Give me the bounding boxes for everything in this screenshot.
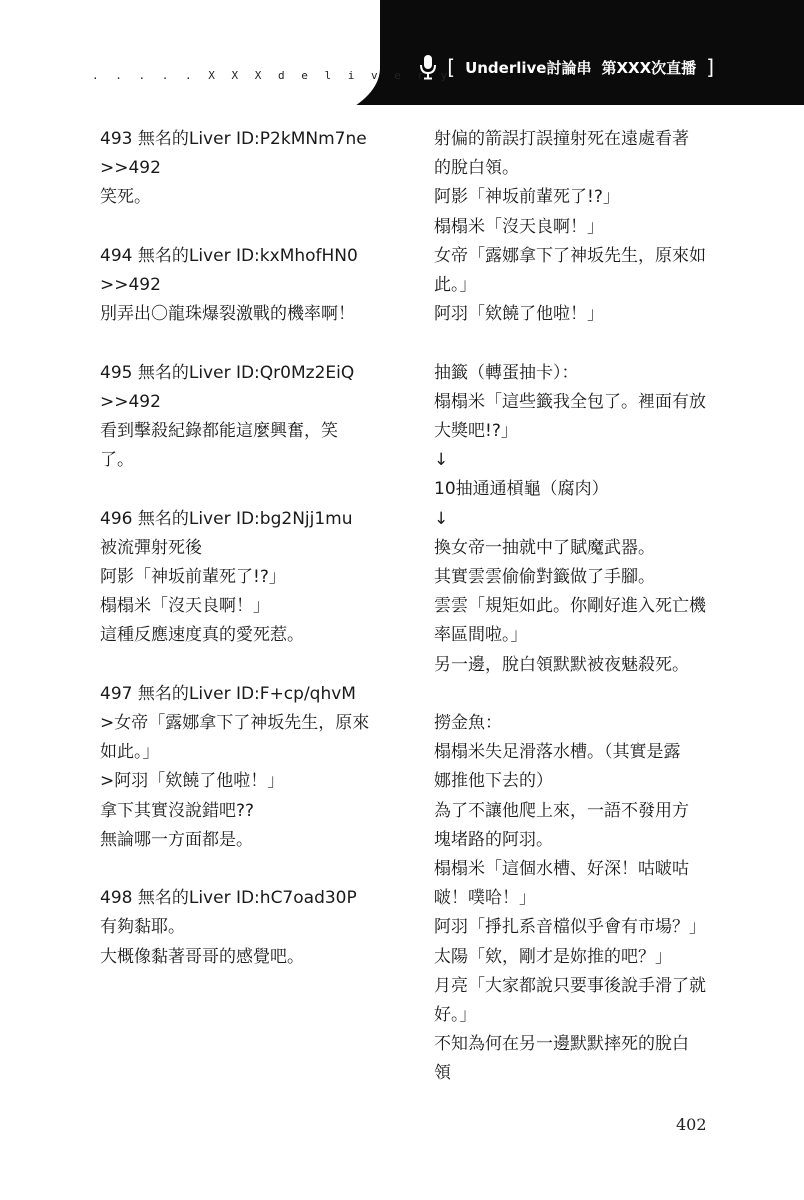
text-line: 其實雲雲偷偷對籤做了手腳。 bbox=[434, 567, 655, 588]
text-line: 無論哪一方面都是。 bbox=[100, 829, 253, 850]
text-line: >>492 bbox=[100, 158, 161, 179]
text-line: 這種反應速度真的愛死惹。 bbox=[100, 625, 304, 646]
text-line: >阿羽「欸饒了他啦！」 bbox=[100, 771, 285, 792]
forum-post bbox=[100, 680, 390, 855]
text-line: 領 bbox=[434, 1063, 451, 1084]
text-line: 的脫白領。 bbox=[434, 158, 519, 179]
left-column bbox=[100, 125, 390, 1001]
text-line: 不知為何在另一邊默默摔死的脫白 bbox=[434, 1034, 689, 1055]
paragraph bbox=[434, 709, 724, 1089]
text-line: 此。」 bbox=[434, 275, 477, 296]
text-line: 塊堵路的阿羽。 bbox=[434, 829, 553, 850]
text-line: 498 無名的Liver ID:hC7oad30P bbox=[100, 888, 357, 909]
text-line: 換女帝一抽就中了賦魔武器。 bbox=[434, 537, 655, 558]
paragraph bbox=[434, 359, 724, 680]
text-line: 阿影「神坂前輩死了!?」 bbox=[434, 187, 620, 208]
text-line: ↓ bbox=[434, 450, 449, 471]
text-line: 拿下其實沒說錯吧?? bbox=[100, 800, 255, 821]
text-line: 率區間啦。」 bbox=[434, 625, 528, 646]
forum-post bbox=[100, 242, 390, 330]
text-line: 榻榻米「沒天良啊！」 bbox=[434, 216, 604, 237]
header-title bbox=[419, 52, 714, 82]
text-line: 榻榻米「沒天良啊！」 bbox=[100, 596, 270, 617]
text-line: 10抽通通槓龜（腐肉） bbox=[434, 479, 609, 500]
text-line: 啵！噗哈！」 bbox=[434, 888, 536, 909]
text-line: 另一邊，脫白領默默被夜魅殺死。 bbox=[434, 654, 689, 675]
text-line: 大獎吧!?」 bbox=[434, 421, 518, 442]
text-line: 大概像黏著哥哥的感覺吧。 bbox=[100, 946, 304, 967]
text-line: 有夠黏耶。 bbox=[100, 917, 185, 938]
text-line: 為了不讓他爬上來，一語不發用方 bbox=[434, 800, 689, 821]
text-line: 雲雲「規矩如此。你剛好進入死亡機 bbox=[434, 596, 706, 617]
text-line: 阿羽「欸饒了他啦！」 bbox=[434, 304, 604, 325]
text-line: 榻榻米「這個水槽、好深！咕啵咕 bbox=[434, 859, 689, 880]
text-line: 496 無名的Liver ID:bg2Njj1mu bbox=[100, 508, 353, 529]
text-line: 女帝「露娜拿下了神坂先生，原來如 bbox=[434, 245, 706, 266]
text-line: 好。」 bbox=[434, 1005, 477, 1026]
text-line: 別弄出〇龍珠爆裂激戰的機率啊！ bbox=[100, 304, 355, 325]
text-line: 娜推他下去的） bbox=[434, 771, 553, 792]
text-line: 497 無名的Liver ID:F+cp/qhvM bbox=[100, 683, 356, 704]
page-number: 402 bbox=[676, 1115, 707, 1134]
right-column bbox=[434, 125, 724, 1118]
episode-title: 第XXX次直播 bbox=[601, 58, 697, 77]
forum-post bbox=[100, 505, 390, 651]
text-line: 了。 bbox=[100, 450, 134, 471]
forum-post bbox=[100, 884, 390, 972]
text-line: 抽籤（轉蛋抽卡）： bbox=[434, 362, 579, 383]
text-line: 笑死。 bbox=[100, 187, 151, 208]
text-line: ↓ bbox=[434, 508, 449, 529]
text-line: 495 無名的Liver ID:Qr0Mz2EiQ bbox=[100, 362, 355, 383]
text-line: >>492 bbox=[100, 275, 161, 295]
text-line: 月亮「大家都說只要事後說手滑了就 bbox=[434, 975, 706, 996]
text-line: >>492 bbox=[100, 391, 161, 412]
forum-post bbox=[100, 125, 390, 213]
text-line: 如此。」 bbox=[100, 742, 160, 763]
bracket-open: [ bbox=[447, 55, 456, 79]
text-line: 看到擊殺紀錄都能這麼興奮，笑 bbox=[100, 421, 338, 441]
text-line: 494 無名的Liver ID:kxMhofHN0 bbox=[100, 245, 358, 266]
paragraph bbox=[434, 125, 724, 329]
text-line: >女帝「露娜拿下了神坂先生，原來 bbox=[100, 713, 370, 733]
text-line: 493 無名的Liver ID:P2kMNm7ne bbox=[100, 129, 367, 149]
text-line: 榻榻米「這些籤我全包了。裡面有放 bbox=[434, 391, 706, 412]
text-line: 被流彈射死後 bbox=[100, 537, 202, 558]
text-line: 阿影「神坂前輩死了!?」 bbox=[100, 567, 286, 587]
microphone-icon bbox=[419, 54, 437, 80]
text-line: 太陽「欸，剛才是妳推的吧？」 bbox=[434, 946, 672, 967]
text-line: 射偏的箭誤打誤撞射死在遠處看著 bbox=[434, 129, 689, 149]
bracket-close: ] bbox=[706, 55, 714, 79]
header-delivery-text: . . . . . X X X d e l i v e r y bbox=[92, 69, 453, 82]
text-line: 榻榻米失足滑落水槽。（其實是露 bbox=[434, 742, 681, 763]
series-title: Underlive討論串 bbox=[465, 58, 592, 77]
text-line: 阿羽「掙扎系音檔似乎會有市場？」 bbox=[434, 917, 706, 938]
header-curve bbox=[0, 0, 380, 130]
text-line: 撈金魚： bbox=[434, 713, 502, 734]
forum-post bbox=[100, 359, 390, 476]
